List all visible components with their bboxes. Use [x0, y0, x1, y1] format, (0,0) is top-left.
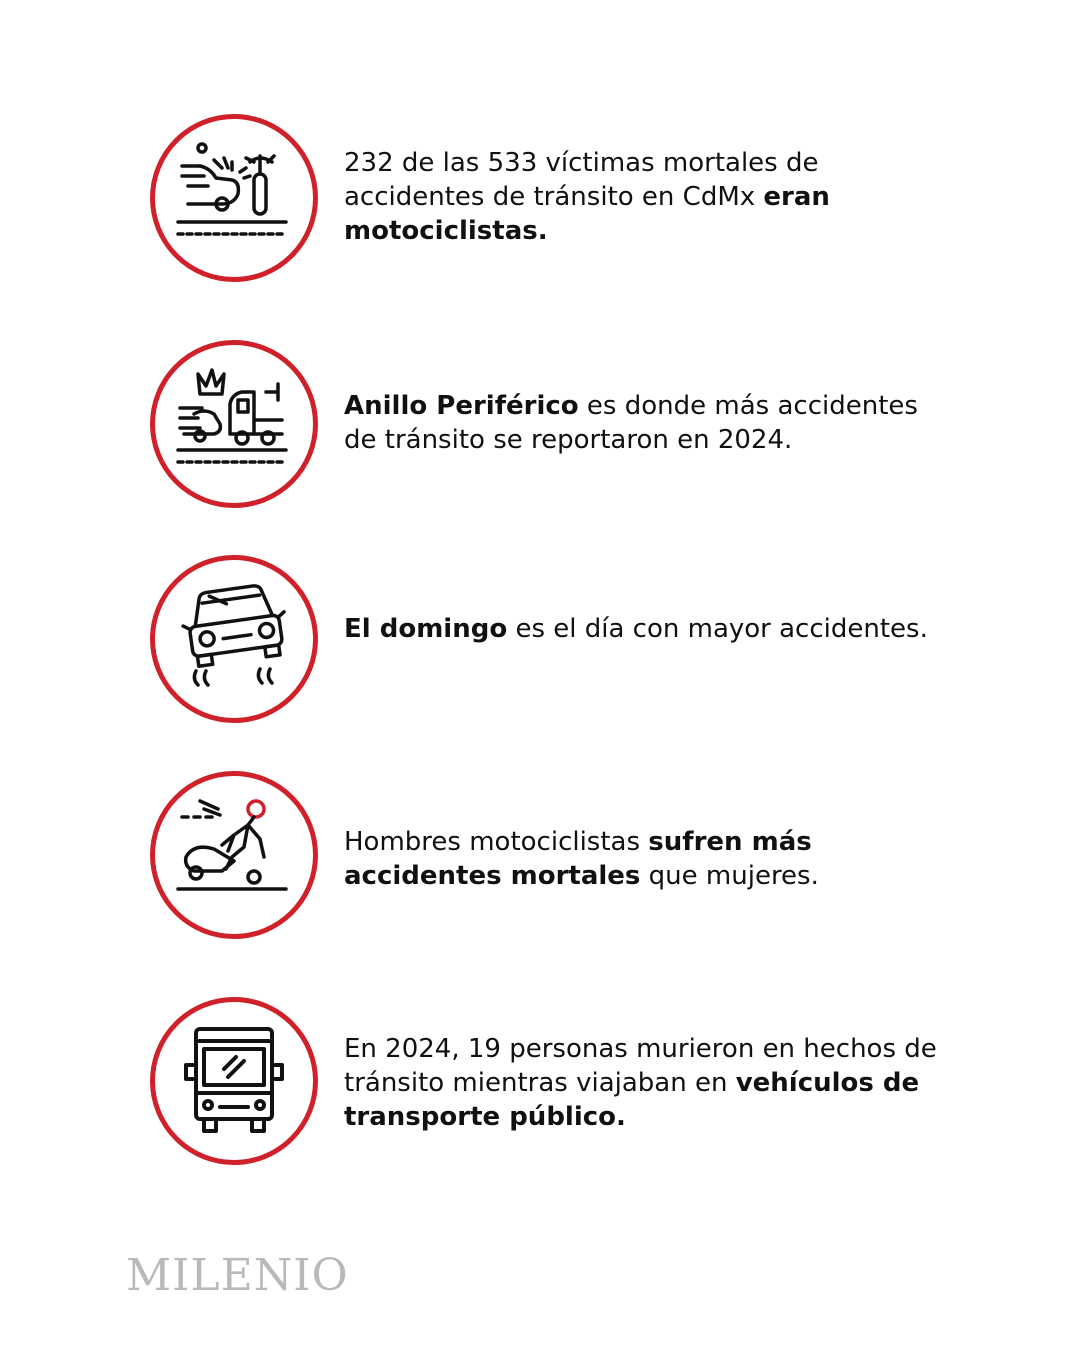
car-skidding-icon-badge	[150, 555, 318, 723]
motorcycle-crash-icon	[174, 138, 294, 258]
truck-car-collision-icon-badge	[150, 340, 318, 508]
fact-text-sunday	[344, 612, 954, 646]
fact-trail-text: es el día con mayor accidentes.	[507, 614, 928, 644]
fact-highlight-text: El domingo	[344, 614, 508, 644]
fact-text-motorcyclists	[344, 146, 954, 248]
fact-trail-text: que mujeres.	[640, 861, 819, 891]
fact-trail-text: es donde más accidentes de tránsito se reportaron en 2024.	[344, 391, 918, 455]
fact-highlight-text: Anillo Periférico	[344, 391, 579, 421]
fact-highlight-text: sufren más accidentes mortales	[344, 827, 812, 891]
fact-lead-text: En 2024, 19 personas murieron en hechos de tránsito mientras viajaban en	[344, 1034, 937, 1098]
fact-highlight-text: eran motociclistas.	[344, 182, 830, 246]
fact-lead-text: 232 de las 533 víctimas mortales de accidentes de tránsito en CdMx	[344, 148, 819, 212]
fallen-motorcyclist-icon	[174, 795, 294, 915]
fact-text-periferico	[344, 389, 954, 457]
fact-text-men-motorcyclists	[344, 825, 954, 893]
fact-lead-text: Hombres motociclistas	[344, 827, 649, 857]
fact-highlight-text: vehículos de transporte público.	[344, 1068, 920, 1132]
fallen-motorcyclist-icon-badge	[150, 771, 318, 939]
car-skidding-icon	[174, 579, 294, 699]
bus-icon-badge	[150, 997, 318, 1165]
truck-car-collision-icon	[174, 364, 294, 484]
fact-text-public-transport	[344, 1032, 954, 1134]
motorcycle-crash-icon-badge	[150, 114, 318, 282]
bus-icon	[174, 1021, 294, 1141]
milenio-logo: MILENIO	[126, 1250, 349, 1301]
